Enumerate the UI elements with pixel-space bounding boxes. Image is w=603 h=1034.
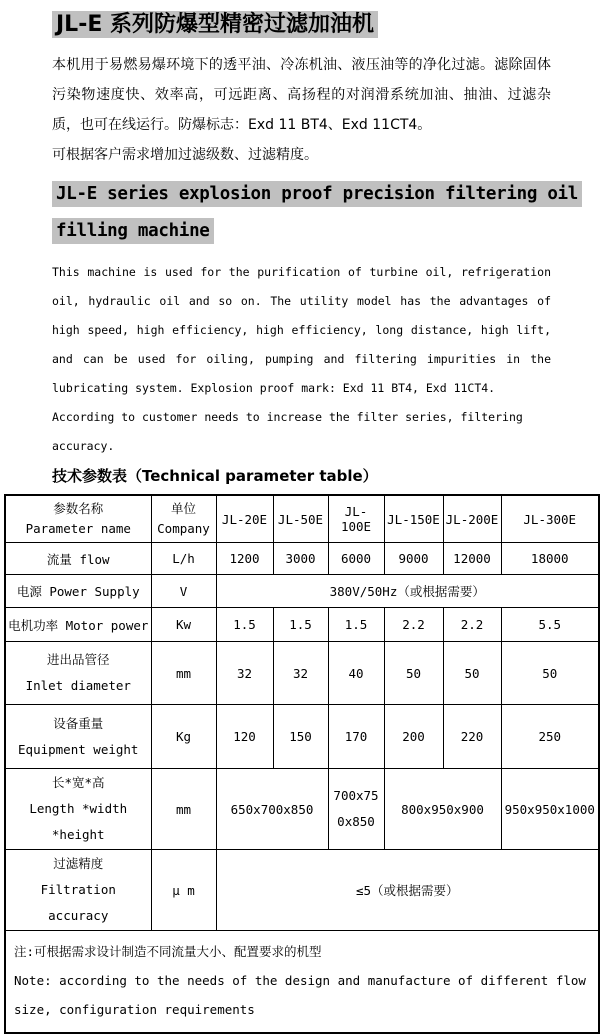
table-note-row <box>5 931 599 1034</box>
page-title-en-line1: JL-E series explosion proof precision filtering oil <box>52 181 582 207</box>
row-label-filtration-accuracy <box>5 850 151 931</box>
cell-equipment-weight-value: 200 <box>384 705 443 769</box>
label-filtration-accuracy-zh: 过滤精度 <box>53 856 104 871</box>
capability-note-en: According to customer needs to increase the filter series, filtering accuracy. <box>52 410 523 453</box>
page-title-en <box>52 176 579 250</box>
label-dimensions-en: Length *width *height <box>29 801 128 842</box>
cell-flow-value: 3000 <box>273 543 328 575</box>
row-unit-flow: L/h <box>151 543 216 575</box>
table-note-cell <box>5 931 599 1034</box>
cell-equipment-weight-value: 150 <box>273 705 328 769</box>
cell-motor-power-value: 5.5 <box>501 608 599 642</box>
page-title-zh-highlight: JL-E 系列防爆型精密过滤加油机 <box>52 11 378 38</box>
cell-motor-power-value: 1.5 <box>328 608 384 642</box>
cell-motor-power-value: 2.2 <box>384 608 443 642</box>
cell-inlet-diameter-value: 50 <box>443 642 501 705</box>
cell-dimensions-value: 650x700x850 <box>216 769 328 850</box>
table-row-equipment-weight <box>5 705 599 769</box>
label-inlet-diameter-zh: 进出品管径 <box>46 652 110 667</box>
intro-paragraph-en: This machine is used for the purification of turbine oil, refrigeration oil, hydraulic oil and so on. The utility model has the advantages of high speed, high efficiency, high efficiency, long distance, high lift, and can be used for oiling, pumping and filtering impurities in the lubricating system. Explosion proof mark: Exd 11 BT4, Exd 11CT4. <box>52 265 551 395</box>
row-label-inlet-diameter <box>5 642 151 705</box>
cell-equipment-weight-value: 120 <box>216 705 273 769</box>
row-unit-power-supply: V <box>151 575 216 608</box>
capability-note-zh: 可根据客户需求增加过滤级数、过滤精度。 <box>52 147 318 163</box>
header-parameter-name-en: Parameter name <box>25 521 131 536</box>
row-unit-dimensions: mm <box>151 769 216 850</box>
cell-motor-power-value: 2.2 <box>443 608 501 642</box>
cell-equipment-weight-value: 220 <box>443 705 501 769</box>
row-unit-equipment-weight: Kg <box>151 705 216 769</box>
label-dimensions-zh: 长*宽*高 <box>51 775 105 790</box>
page-title-zh <box>52 10 551 40</box>
table-header-row <box>5 495 599 543</box>
intro-paragraph-zh: 本机用于易燃易爆环境下的透平油、冷冻机油、液压油等的净化过滤。滤除固体污染物速度快、效率高，可远距离、高扬程的对润滑系统加油、抽油、过滤杂质，也可在线运行。防爆标志：Exd 11 BT4、Exd 11CT4。 <box>52 57 551 133</box>
header-cell-model: JL-200E <box>443 495 501 543</box>
header-cell-parameter-name <box>5 495 151 543</box>
table-row-dimensions <box>5 769 599 850</box>
cell-filtration-accuracy-value: ≤5（或根据需要） <box>216 850 599 931</box>
row-unit-motor-power: Kw <box>151 608 216 642</box>
cell-dimensions-value: 950x950x1000 <box>501 769 599 850</box>
section-heading: 技术参数表（Technical parameter table） <box>52 467 378 485</box>
row-label-dimensions <box>5 769 151 850</box>
cell-flow-value: 1200 <box>216 543 273 575</box>
cell-inlet-diameter-value: 32 <box>273 642 328 705</box>
table-note-zh: 注:可根据需求设计制造不同流量大小、配置要求的机型 <box>14 944 322 959</box>
row-label-flow: 流量 flow <box>5 543 151 575</box>
label-equipment-weight-zh: 设备重量 <box>53 715 104 731</box>
page-title-en-line2: filling machine <box>52 218 214 244</box>
label-inlet-diameter-en: Inlet diameter <box>25 678 131 693</box>
table-note-en: Note: according to the needs of the design and manufacture of different flow size, configuration requirements <box>14 973 586 1017</box>
cell-power-supply-value: 380V/50Hz（或根据需要） <box>216 575 599 608</box>
row-unit-filtration-accuracy: μ m <box>151 850 216 931</box>
header-cell-model: JL-300E <box>501 495 599 543</box>
row-unit-inlet-diameter: mm <box>151 642 216 705</box>
row-label-power-supply: 电源 Power Supply <box>5 575 151 608</box>
cell-motor-power-value: 1.5 <box>273 608 328 642</box>
header-cell-unit <box>151 495 216 543</box>
row-label-equipment-weight <box>5 705 151 769</box>
cell-flow-value: 9000 <box>384 543 443 575</box>
cell-flow-value: 6000 <box>328 543 384 575</box>
row-label-motor-power: 电机功率 Motor power <box>5 608 151 642</box>
header-cell-model: JL-100E <box>328 495 384 543</box>
cell-equipment-weight-value: 170 <box>328 705 384 769</box>
cell-equipment-weight-value: 250 <box>501 705 599 769</box>
header-cell-model: JL-150E <box>384 495 443 543</box>
cell-inlet-diameter-value: 32 <box>216 642 273 705</box>
table-row-power-supply <box>5 575 599 608</box>
table-row-flow <box>5 543 599 575</box>
table-row-motor-power <box>5 608 599 642</box>
text-column <box>0 0 603 486</box>
table-row-inlet-diameter <box>5 642 599 705</box>
cell-flow-value: 12000 <box>443 543 501 575</box>
cell-flow-value: 18000 <box>501 543 599 575</box>
cell-inlet-diameter-value: 40 <box>328 642 384 705</box>
cell-inlet-diameter-value: 50 <box>384 642 443 705</box>
table-row-filtration-accuracy <box>5 850 599 931</box>
header-parameter-name-zh: 参数名称 <box>53 501 104 516</box>
label-filtration-accuracy-en: Filtration accuracy <box>40 882 116 923</box>
technical-parameter-table <box>4 494 600 1034</box>
cell-dimensions-value: 800x950x900 <box>384 769 501 850</box>
cell-inlet-diameter-value: 50 <box>501 642 599 705</box>
header-unit-zh: 单位 <box>170 501 196 516</box>
header-unit-en: Company <box>157 521 210 536</box>
label-equipment-weight-en: Equipment weight <box>18 741 139 757</box>
header-cell-model: JL-50E <box>273 495 328 543</box>
cell-dimensions-value: 700x750x850 <box>328 769 384 850</box>
header-cell-model: JL-20E <box>216 495 273 543</box>
cell-motor-power-value: 1.5 <box>216 608 273 642</box>
